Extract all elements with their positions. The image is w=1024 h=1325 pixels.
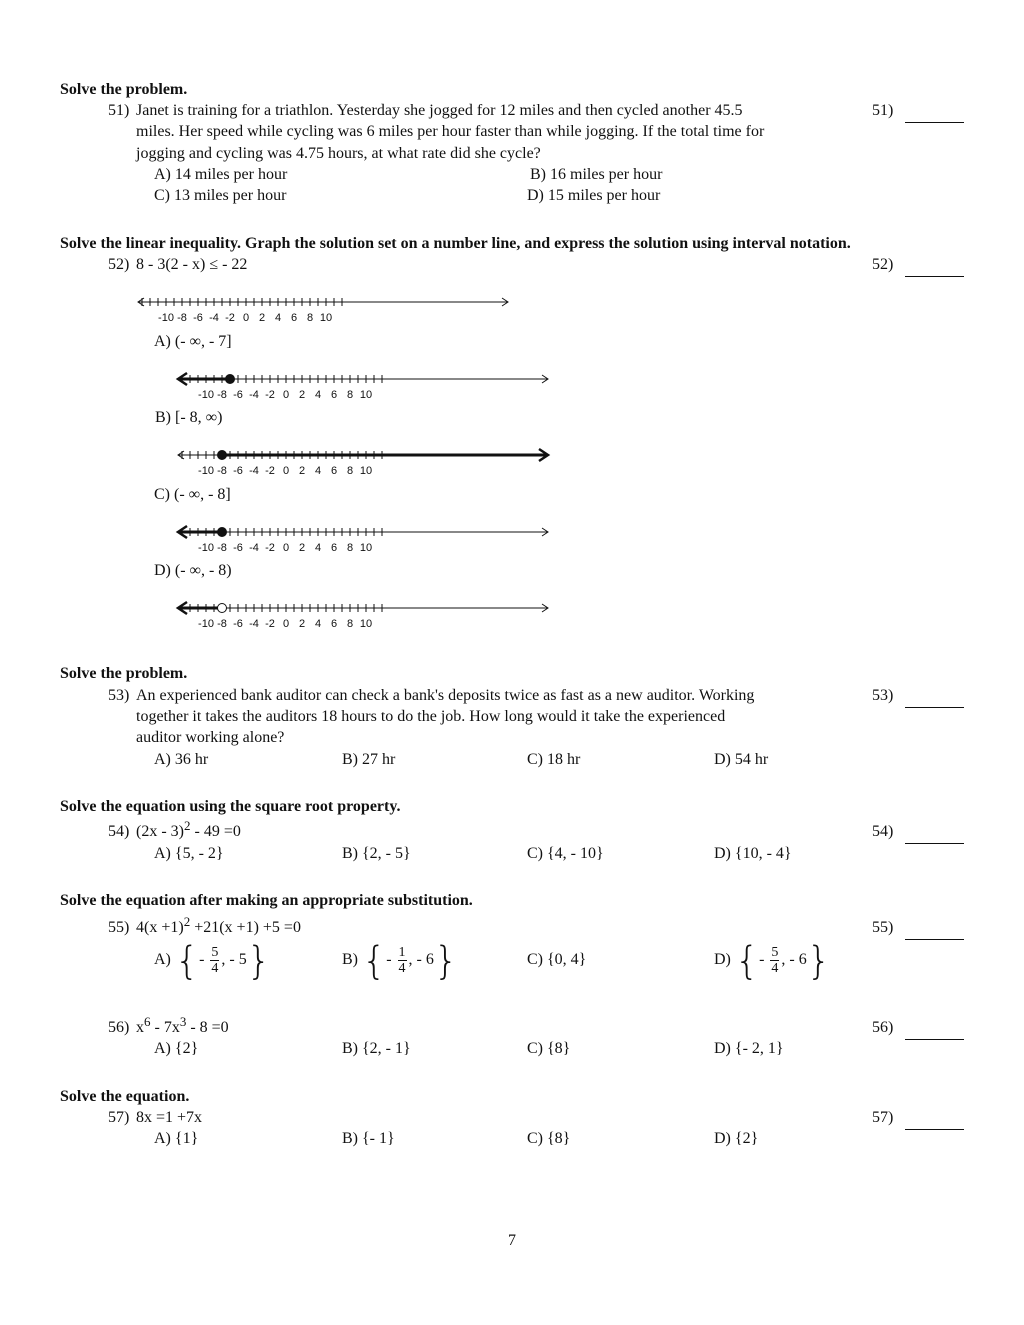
tick-label: 4 [314, 465, 322, 477]
tick-label: -8 [217, 618, 227, 630]
tick-label: 6 [330, 389, 338, 401]
tick-label: 2 [258, 312, 266, 324]
tick-label: -10 [198, 389, 214, 401]
tick-label: -4 [249, 618, 259, 630]
tick-label: 10 [359, 618, 373, 630]
closed-endpoint [218, 528, 227, 537]
question-55-option-c: C) {0, 4} [527, 951, 587, 968]
tick-label: 8 [346, 618, 354, 630]
question-53-option-c: C) 18 hr [527, 751, 581, 768]
option-d-number-line [170, 599, 560, 635]
answer-55-label: 55) [872, 919, 894, 936]
answer-51-label: 51) [872, 102, 894, 119]
answer-57-blank[interactable] [905, 1129, 964, 1130]
question-57-equation: 8x =1 +7x [136, 1109, 203, 1126]
tick-label: -6 [233, 618, 243, 630]
option-b-number-line [170, 446, 560, 482]
answer-53-label: 53) [872, 687, 894, 704]
tick-label: 2 [298, 389, 306, 401]
tick-label: 2 [298, 465, 306, 477]
question-51-option-d: D) 15 miles per hour [527, 187, 661, 204]
question-53-option-a: A) 36 hr [154, 751, 209, 768]
option-c-number-line [170, 523, 560, 559]
question-53-number: 53) [108, 687, 130, 704]
tick-label: -2 [265, 389, 275, 401]
question-51-line-2: miles. Her speed while cycling was 6 miles per hour faster than while jogging. If the total time for [136, 123, 765, 140]
tick-label: -4 [249, 542, 259, 554]
tick-label: 0 [282, 542, 290, 554]
question-56-option-b: B) {2, - 1} [342, 1040, 411, 1057]
question-54-option-c: C) {4, - 10} [527, 845, 604, 862]
answer-54-label: 54) [872, 823, 894, 840]
answer-56-blank[interactable] [905, 1039, 964, 1040]
tick-label: 8 [306, 312, 314, 324]
tick-label: 2 [298, 618, 306, 630]
tick-label: -10 [198, 542, 214, 554]
section-instruction-4: Solve the equation using the square root property. [60, 798, 401, 815]
question-53-option-d: D) 54 hr [714, 751, 769, 768]
tick-label: 4 [314, 542, 322, 554]
question-52-number-line [130, 293, 520, 329]
tick-label: 6 [330, 618, 338, 630]
question-55-number: 55) [108, 919, 130, 936]
tick-label: 10 [319, 312, 333, 324]
question-56-option-c: C) {8} [527, 1040, 571, 1057]
question-53-line-3: auditor working alone? [136, 729, 285, 746]
question-56-option-d: D) {- 2, 1} [714, 1040, 784, 1057]
question-54-option-b: B) {2, - 5} [342, 845, 411, 862]
question-54-option-a: A) {5, - 2} [154, 845, 224, 862]
tick-label: -6 [193, 312, 203, 324]
question-55-equation: $4(x +1)^2 +21(x +1) +5 =0$ [136, 914, 301, 936]
tick-label: -2 [265, 542, 275, 554]
question-51-option-c: C) 13 miles per hour [154, 187, 287, 204]
tick-label: -8 [177, 312, 187, 324]
question-52-text: 8 - 3(2 - x) ≤ - 22 [136, 256, 248, 273]
question-53-line-1: An experienced bank auditor can check a bank's deposits twice as fast as a new auditor. Working [136, 687, 755, 704]
question-51-option-b: B) 16 miles per hour [530, 166, 663, 183]
tick-label: 0 [282, 618, 290, 630]
question-51-line-1: Janet is training for a triathlon. Yesterday she jogged for 12 miles and then cycled another 45.5 [136, 102, 743, 119]
tick-label: -6 [233, 465, 243, 477]
question-52-number: 52) [108, 256, 130, 273]
tick-label: 6 [290, 312, 298, 324]
question-57-number: 57) [108, 1109, 130, 1126]
closed-endpoint [218, 451, 227, 460]
question-52-option-b: B) [- 8, ∞) [155, 409, 223, 426]
question-54-number: 54) [108, 823, 130, 840]
tick-label: 6 [330, 465, 338, 477]
question-56-option-a: A) {2} [154, 1040, 199, 1057]
answer-53-blank[interactable] [905, 707, 964, 708]
question-51-option-a: A) 14 miles per hour [154, 166, 288, 183]
question-51-number: 51) [108, 102, 130, 119]
question-51-line-3: jogging and cycling was 4.75 hours, at what rate did she cycle? [136, 145, 541, 162]
question-55-option-a: A) {- $\frac{5}{4}$ , - 5} [154, 938, 271, 983]
tick-label: 4 [314, 618, 322, 630]
tick-label: 4 [314, 389, 322, 401]
closed-endpoint [226, 375, 235, 384]
question-57-option-b: B) {- 1} [342, 1130, 395, 1147]
question-53-line-2: together it takes the auditors 18 hours to do the job. How long would it take the experienced [136, 708, 726, 725]
answer-54-blank[interactable] [905, 843, 964, 844]
tick-label: 10 [359, 542, 373, 554]
section-instruction-1: Solve the problem. [60, 81, 188, 98]
tick-label: 8 [346, 465, 354, 477]
question-56-equation: $x^6 - 7x^3 - 8 =0$ [136, 1014, 229, 1036]
tick-label: -10 [198, 465, 214, 477]
tick-label: -10 [198, 618, 214, 630]
question-57-option-c: C) {8} [527, 1130, 571, 1147]
tick-label: -10 [158, 312, 174, 324]
section-instruction-5: Solve the equation after making an appropriate substitution. [60, 892, 473, 909]
question-55-option-b: B) {- $\frac{1}{4}$ , - 6} [342, 938, 459, 983]
tick-label: -8 [217, 465, 227, 477]
tick-label: 10 [359, 465, 373, 477]
answer-55-blank[interactable] [905, 939, 964, 940]
tick-label: 8 [346, 542, 354, 554]
option-a-number-line [170, 370, 560, 406]
question-57-option-d: D) {2} [714, 1130, 759, 1147]
tick-label: -8 [217, 542, 227, 554]
answer-51-blank[interactable] [905, 122, 964, 123]
answer-52-label: 52) [872, 256, 894, 273]
tick-label: -4 [249, 389, 259, 401]
answer-56-label: 56) [872, 1019, 894, 1036]
answer-57-label: 57) [872, 1109, 894, 1126]
tick-label: -6 [233, 542, 243, 554]
tick-label: -4 [249, 465, 259, 477]
answer-52-blank[interactable] [905, 276, 964, 277]
question-57-option-a: A) {1} [154, 1130, 199, 1147]
question-53-option-b: B) 27 hr [342, 751, 396, 768]
tick-label: -2 [265, 465, 275, 477]
question-54-option-d: D) {10, - 4} [714, 845, 792, 862]
section-instruction-6: Solve the equation. [60, 1088, 190, 1105]
tick-label: 0 [282, 389, 290, 401]
question-52-option-a: A) (- ∞, - 7] [154, 333, 232, 350]
question-52-option-c: C) (- ∞, - 8] [154, 486, 231, 503]
section-instruction-2: Solve the linear inequality. Graph the solution set on a number line, and express the solution using interval notation. [60, 235, 851, 252]
tick-label: 10 [359, 389, 373, 401]
tick-label: -2 [265, 618, 275, 630]
question-56-number: 56) [108, 1019, 130, 1036]
tick-label: -4 [209, 312, 219, 324]
section-instruction-3: Solve the problem. [60, 665, 188, 682]
tick-label: 6 [330, 542, 338, 554]
question-52-option-d: D) (- ∞, - 8) [154, 562, 232, 579]
tick-label: -6 [233, 389, 243, 401]
tick-label: 8 [346, 389, 354, 401]
question-54-equation: (2x - 3)$^2$ - 49 =0 [136, 818, 241, 840]
tick-label: 2 [298, 542, 306, 554]
tick-label: 4 [274, 312, 282, 324]
tick-label: 0 [242, 312, 250, 324]
open-endpoint [218, 604, 227, 613]
question-55-option-d: D) {- $\frac{5}{4}$ , - 6} [714, 938, 831, 983]
tick-label: -8 [217, 389, 227, 401]
page-number: 7 [508, 1232, 516, 1249]
tick-label: -2 [225, 312, 235, 324]
tick-label: 0 [282, 465, 290, 477]
